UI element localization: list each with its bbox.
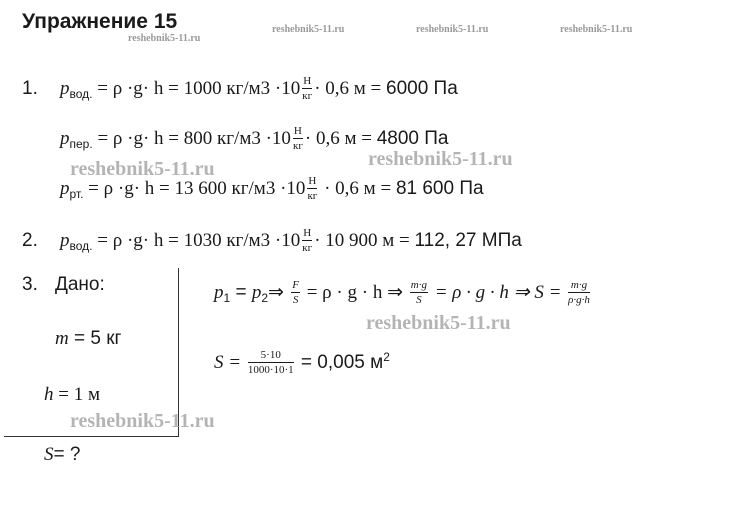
- item2-line: $p_{вод.} = \rho \cdot g\cdot h = 1030$ кг/м3 ·10 $\frac{Н}{кг}$ · 10 900 м = 112, 27 МПа: [60, 227, 522, 254]
- item1-line-kerosene: $p_{пер.} = \rho \cdot g\cdot h = 800$ кг/м3 ·10 $\frac{Н}{кг}$ · 0,6 м = 4800 Па: [60, 125, 449, 152]
- watermark: reshebnik5-11.ru: [70, 410, 215, 432]
- exercise-title: Упражнение 15: [22, 10, 178, 33]
- given-label: Дано:: [55, 274, 105, 295]
- watermark: reshebnik5-11.ru: [368, 148, 513, 170]
- find-area: S= ?: [44, 444, 81, 465]
- given-height: h = 1 м: [44, 384, 100, 405]
- item1-line-mercury: $p_{рт.} = \rho \cdot g\cdot h = 13$ 600 кг/м3 ·10 $\frac{Н}{кг}$ · 0,6 м = 81 600 Па: [60, 175, 484, 202]
- watermark: reshebnik5-11.ru: [560, 24, 633, 35]
- derivation-equation: $p_1$ = $p_2\Rightarrow$ $\frac{F}{S}$ = ρ · g · h ⇒ $\frac{m\cdot g}{S}$ = ρ · g · h ⇒ S = $\frac{m\cdot g}{\rho\cdot g\cdot h}$: [214, 279, 590, 306]
- area-result-equation: S = $\frac{5\cdot 10}{1000\cdot 10\cdot 1}$ = 0,005 $м^2$: [214, 349, 390, 376]
- item2-number: 2.: [22, 230, 38, 251]
- watermark: reshebnik5-11.ru: [272, 24, 345, 35]
- item1-line-water: $p_{вод.} = \rho \cdot g\cdot h = 1000$ кг/м3 ·10 $\frac{Н}{кг}$ · 0,6 м = 6000 Па: [60, 75, 458, 102]
- item3-number: 3.: [22, 274, 38, 295]
- watermark: reshebnik5-11.ru: [128, 33, 201, 44]
- watermark: reshebnik5-11.ru: [70, 158, 215, 180]
- item1-number: 1.: [22, 78, 38, 99]
- watermark: reshebnik5-11.ru: [416, 24, 489, 35]
- given-mass: m = 5 кг: [55, 328, 122, 349]
- watermark: reshebnik5-11.ru: [366, 312, 511, 334]
- given-divider-horizontal: [4, 436, 179, 437]
